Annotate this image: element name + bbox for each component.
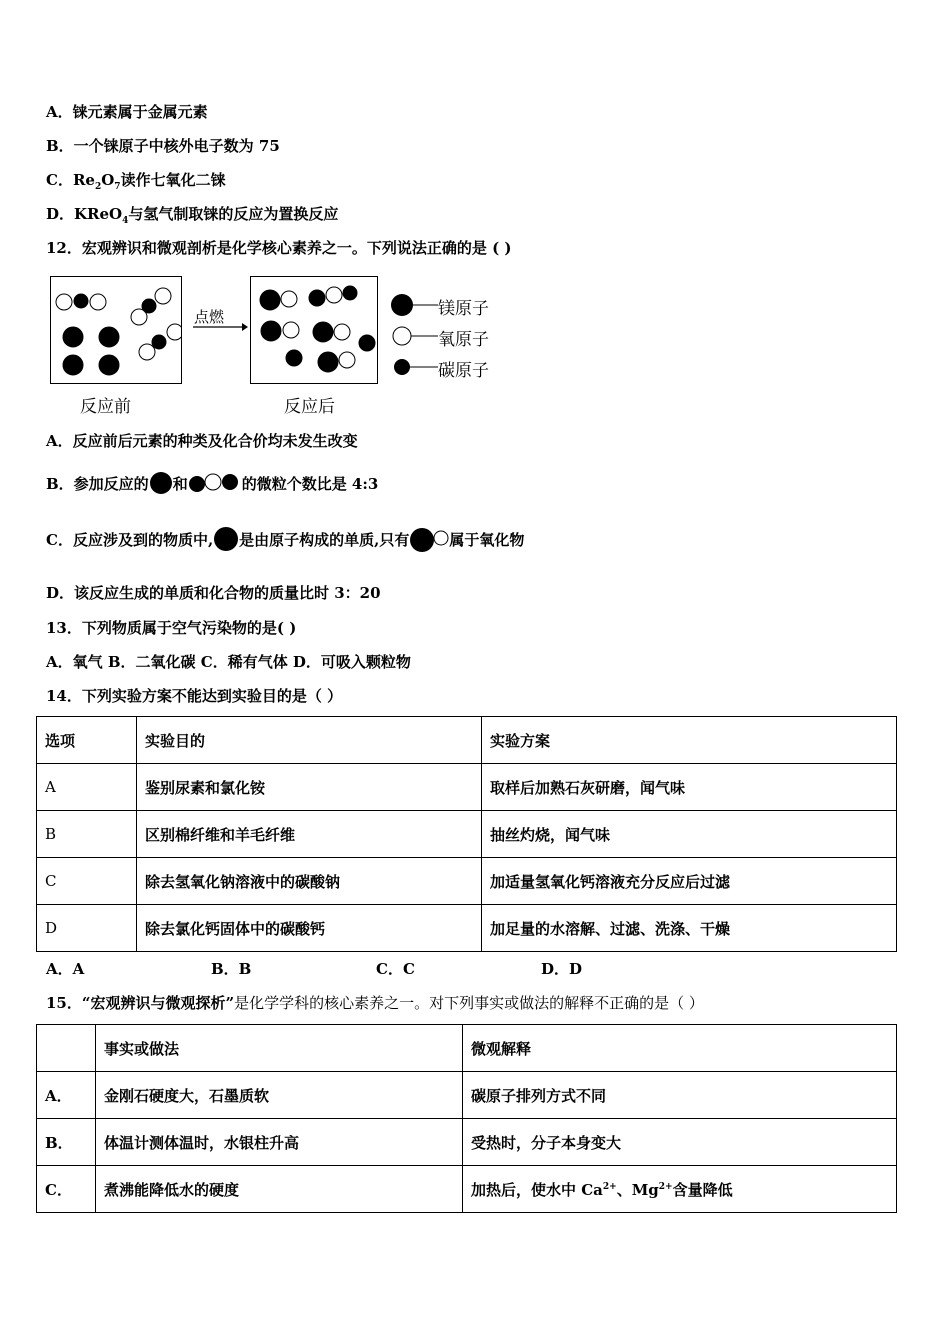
q11-option-b: B．一个铼原子中核外电子数为 75 bbox=[46, 137, 280, 155]
table-row bbox=[37, 905, 897, 952]
table-cell: C bbox=[37, 858, 137, 905]
table-cell: 加适量氢氧化钙溶液充分反应后过滤 bbox=[482, 858, 897, 905]
arrow-label: 点燃 bbox=[194, 308, 225, 326]
table-cell: 区别棉纤维和羊毛纤维 bbox=[137, 811, 482, 858]
q12-option-c: C．反应涉及到的物质中, 是由原子构成的单质,只有 属于氧化物 bbox=[46, 526, 524, 556]
table-header-row bbox=[37, 717, 897, 764]
q14-table bbox=[36, 716, 897, 952]
table-row bbox=[37, 811, 897, 858]
legend-magnesium: 镁原子 bbox=[438, 299, 489, 319]
after-particles bbox=[251, 277, 377, 383]
before-particles bbox=[51, 277, 181, 383]
table-cell: 加热后，使水中 $Ca^{2+}$、$Mg^{2+}$含量降低 bbox=[463, 1166, 897, 1213]
header-cell bbox=[37, 1025, 96, 1072]
header-cell: 实验方案 bbox=[482, 717, 897, 764]
q12-option-a: A．反应前后元素的种类及化合价均未发生改变 bbox=[46, 432, 358, 450]
q12-option-d: D．该反应生成的单质和化合物的质量比时 3：20 bbox=[46, 584, 381, 602]
table-cell: D bbox=[37, 905, 137, 952]
table-cell: 除去氢氧化钠溶液中的碳酸钠 bbox=[137, 858, 482, 905]
q12-stem: 12．宏观辨识和微观剖析是化学核心素养之一。下列说法正确的是 ( ) bbox=[46, 239, 512, 257]
q13-options: A．氧气 B．二氧化碳 C．稀有气体 D．可吸入颗粒物 bbox=[46, 653, 411, 671]
table-header-row bbox=[37, 1025, 897, 1072]
reaction-arrow bbox=[192, 320, 248, 334]
table-cell: 除去氯化钙固体中的碳酸钙 bbox=[137, 905, 482, 952]
q13-stem: 13．下列物质属于空气污染物的是( ) bbox=[46, 619, 297, 637]
table-cell: A bbox=[37, 764, 137, 811]
table-cell: B． bbox=[37, 1119, 96, 1166]
magnesium-oxide-molecule-icon bbox=[409, 526, 449, 556]
table-cell: 受热时，分子本身变大 bbox=[463, 1119, 897, 1166]
legend-symbols bbox=[390, 292, 440, 380]
q11-option-a: A．铼元素属于金属元素 bbox=[46, 103, 208, 121]
table-cell: A． bbox=[37, 1072, 96, 1119]
magnesium-atom-icon bbox=[213, 526, 239, 556]
reaction-diagram bbox=[46, 270, 506, 420]
legend-carbon: 碳原子 bbox=[438, 361, 489, 381]
header-cell: 事实或做法 bbox=[96, 1025, 463, 1072]
table-cell: 碳原子排列方式不同 bbox=[463, 1072, 897, 1119]
table-row bbox=[37, 1166, 897, 1213]
header-cell: 微观解释 bbox=[463, 1025, 897, 1072]
table-cell: 煮沸能降低水的硬度 bbox=[96, 1166, 463, 1213]
table-cell: 加足量的水溶解、过滤、洗涤、干燥 bbox=[482, 905, 897, 952]
carbon-dioxide-molecule-icon bbox=[188, 472, 242, 498]
before-caption: 反应前 bbox=[80, 397, 131, 417]
table-cell: 抽丝灼烧，闻气味 bbox=[482, 811, 897, 858]
q14-stem: 14．下列实验方案不能达到实验目的是（ ） bbox=[46, 687, 343, 705]
table-row bbox=[37, 764, 897, 811]
table-cell: C． bbox=[37, 1166, 96, 1213]
table-row bbox=[37, 1119, 897, 1166]
table-row bbox=[37, 1072, 897, 1119]
q14-answer-a: A．A bbox=[46, 960, 85, 978]
q15-table bbox=[36, 1024, 897, 1213]
magnesium-atom-icon bbox=[149, 472, 173, 498]
q11-option-d: D．KReO$_4$与氢气制取铼的反应为置换反应 bbox=[46, 205, 339, 226]
header-cell: 选项 bbox=[37, 717, 137, 764]
after-caption: 反应后 bbox=[284, 397, 335, 417]
table-row bbox=[37, 858, 897, 905]
q11-option-c: C．$Re_2O_7$读作七氧化二铼 bbox=[46, 171, 226, 192]
table-cell: 体温计测体温时，水银柱升高 bbox=[96, 1119, 463, 1166]
q14-answer-c: C．C bbox=[376, 960, 415, 978]
q14-answer-d: D．D bbox=[541, 960, 583, 978]
table-cell: 金刚石硬度大，石墨质软 bbox=[96, 1072, 463, 1119]
before-reaction-box bbox=[50, 276, 182, 384]
table-cell: B bbox=[37, 811, 137, 858]
table-cell: 鉴别尿素和氯化铵 bbox=[137, 764, 482, 811]
q14-answer-b: B．B bbox=[211, 960, 252, 978]
q12-option-b: B．参加反应的 和 的微粒个数比是 4:3 bbox=[46, 472, 378, 498]
after-reaction-box bbox=[250, 276, 378, 384]
legend-oxygen: 氧原子 bbox=[438, 330, 489, 350]
table-cell: 取样后加熟石灰研磨，闻气味 bbox=[482, 764, 897, 811]
q15-stem: 15．“宏观辨识与微观探析”是化学学科的核心素养之一。对下列事实或做法的解释不正确的是（ ） bbox=[46, 994, 704, 1012]
header-cell: 实验目的 bbox=[137, 717, 482, 764]
